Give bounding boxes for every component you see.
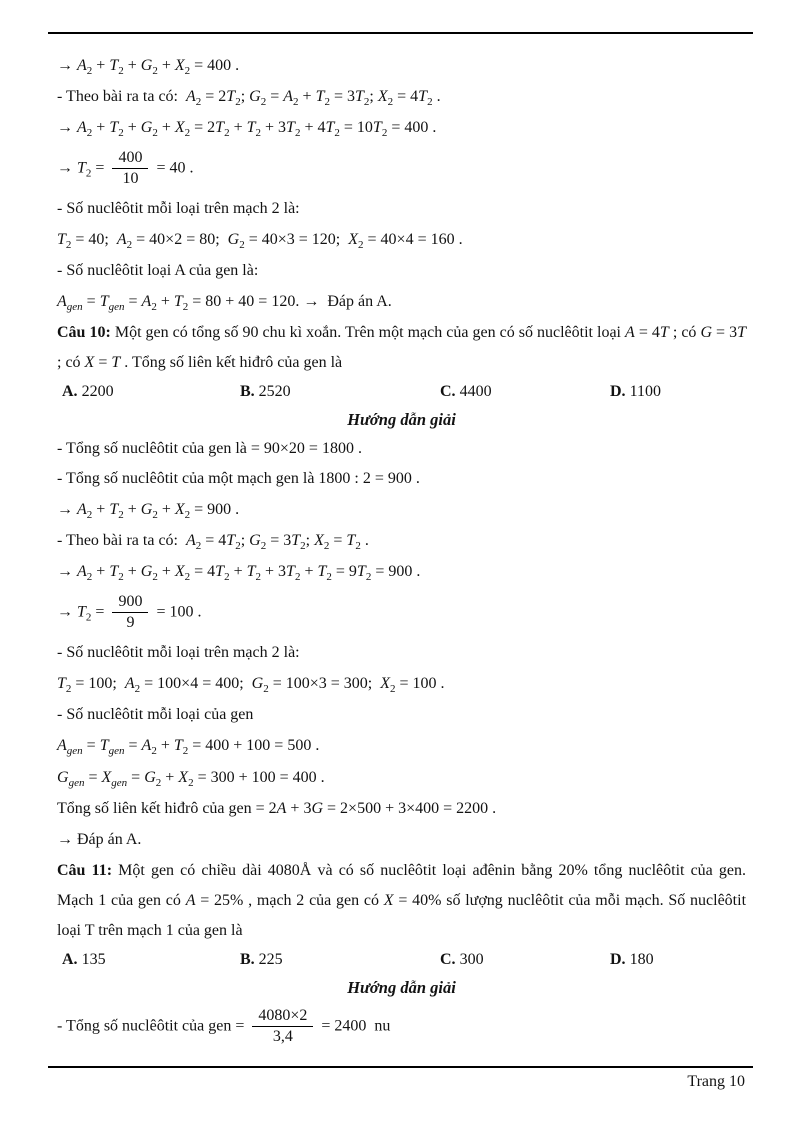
option-b: B. 225 (240, 950, 283, 968)
option-b: B. 2520 (240, 382, 291, 400)
option-a: A. 2200 (62, 382, 114, 400)
option-letter: D. (610, 950, 626, 968)
question-paragraph: Câu 11: Một gen có chiều dài 4080Å và có số nuclêôtit loại ađênin bằng 20% tổng nuclêôtit của gen. Mạch 1 của gen có A = 25% , mạch 2 của gen có X = 40% số lượng nuclêôtit của mỗi mạch. Số nuclêôtit loại T trên mạch 1 của gen là (57, 861, 747, 939)
fraction-numerator: 400 (112, 149, 148, 169)
formula-line: - Tổng số nuclêôtit của gen = $\frac{4080\times 2}{3,4}$ = 2400 nu (57, 1006, 391, 1045)
option-letter: A. (62, 950, 78, 968)
text-line: - Theo bài ra ta có: $A_2 = 4T_2$; $G_2 = 3T_2$; $X_2 = T_2$ . (57, 531, 369, 552)
formula-line: → $T_2$ = $\frac{900}{9}$ = 100 . (57, 592, 202, 632)
option-letter: B. (240, 382, 255, 400)
option-c: C. 300 (440, 950, 484, 968)
text-line: - Theo bài ra ta có: $A_2 = 2T_2$; $G_2 = A_2 + T_2 = 3T_2$; $X_2 = 4T_2$ . (57, 88, 441, 108)
footer-rule (48, 1066, 753, 1068)
option-letter: C. (440, 382, 456, 400)
formula-line: $T_2 = 40$; $A_2 = 40\times 2 = 80$; $G_2 = 40\times 3 = 120$; $X_2 = 40\times 4 = 160$ . (57, 230, 463, 251)
option-d: D. 180 (610, 950, 654, 968)
question-paragraph: Câu 10: Một gen có tổng số 90 chu kì xoắn. Trên một mạch của gen có số nuclêôtit loại A = 4T ; có G = 3T ; có X = T . Tổng số liên kết hiđrô của gen là (57, 323, 747, 371)
option-a: A. 135 (62, 950, 106, 968)
fraction-numerator: 4080×2 (252, 1007, 313, 1027)
solution-heading: Hướng dẫn giải (347, 409, 456, 429)
formula-line: $A_{gen} = T_{gen} = A_2 + T_2 = 400 + 100 = 500$ . (57, 736, 320, 757)
formula-line: $G_{gen} = X_{gen} = G_2 + X_2 = 300 + 100 = 400$ . (57, 768, 325, 789)
option-d: D. 1100 (610, 382, 661, 400)
answer-options (57, 378, 746, 406)
fraction (112, 593, 148, 633)
solution-heading: Hướng dẫn giải (347, 977, 456, 997)
option-letter: D. (610, 382, 626, 400)
text-line: - Tổng số nuclêôtit của một mạch gen là 1800 : 2 = 900 . (57, 469, 420, 487)
option-letter: A. (62, 382, 78, 400)
formula-line: → $A_2 + T_2 + G_2 + X_2 = 4T_2 + T_2 + 3T_2 + T_2 = 9T_2 = 900$ . (57, 562, 421, 583)
formula-line: → $A_2 + T_2 + G_2 + X_2 = 400$ . (57, 57, 240, 77)
fraction-denominator: 9 (126, 614, 135, 632)
page-number: Trang 10 (687, 1073, 745, 1090)
option-letter: C. (440, 950, 456, 968)
formula-line: $T_2 = 100$; $A_2 = 100\times 4 = 400$; $G_2 = 100\times 3 = 300$; $X_2 = 100$ . (57, 674, 445, 695)
text-line: - Số nuclêôtit loại A của gen là: (57, 261, 259, 279)
fraction (252, 1007, 313, 1047)
header-rule (48, 32, 753, 34)
formula-line: → $A_2 + T_2 + G_2 + X_2 = 900$ . (57, 500, 240, 521)
formula-line: → $A_2 + T_2 + G_2 + X_2 = 2T_2 + T_2 + 3T_2 + 4T_2 = 10T_2 = 400$ . (57, 119, 437, 139)
text-line: - Số nuclêôtit mỗi loại trên mạch 2 là: (57, 199, 300, 217)
formula-line: → Đáp án A. (57, 830, 142, 848)
option-letter: B. (240, 950, 255, 968)
text-line: - Số nuclêôtit mỗi loại của gen (57, 705, 254, 723)
fraction-denominator: 3,4 (272, 1027, 293, 1045)
text-line: - Số nuclêôtit mỗi loại trên mạch 2 là: (57, 643, 300, 661)
text-line: Tổng số liên kết hiđrô của gen = 2A + 3G = 2×500 + 3×400 = 2200 . (57, 799, 497, 817)
text-line: - Tổng số nuclêôtit của gen là = 90×20 = 1800 . (57, 439, 362, 457)
answer-options (57, 946, 746, 974)
formula-line: $A_{gen} = T_{gen} = A_2 + T_2 = 80 + 40 = 120$. → Đáp án A. (57, 292, 392, 313)
option-c: C. 4400 (440, 382, 492, 400)
fraction-numerator: 900 (112, 593, 148, 613)
document-content (57, 50, 746, 1051)
fraction (112, 149, 148, 189)
formula-line: → $T_2$ = $\frac{400}{10}$ = 40 . (57, 149, 194, 188)
fraction-denominator: 10 (122, 170, 139, 188)
